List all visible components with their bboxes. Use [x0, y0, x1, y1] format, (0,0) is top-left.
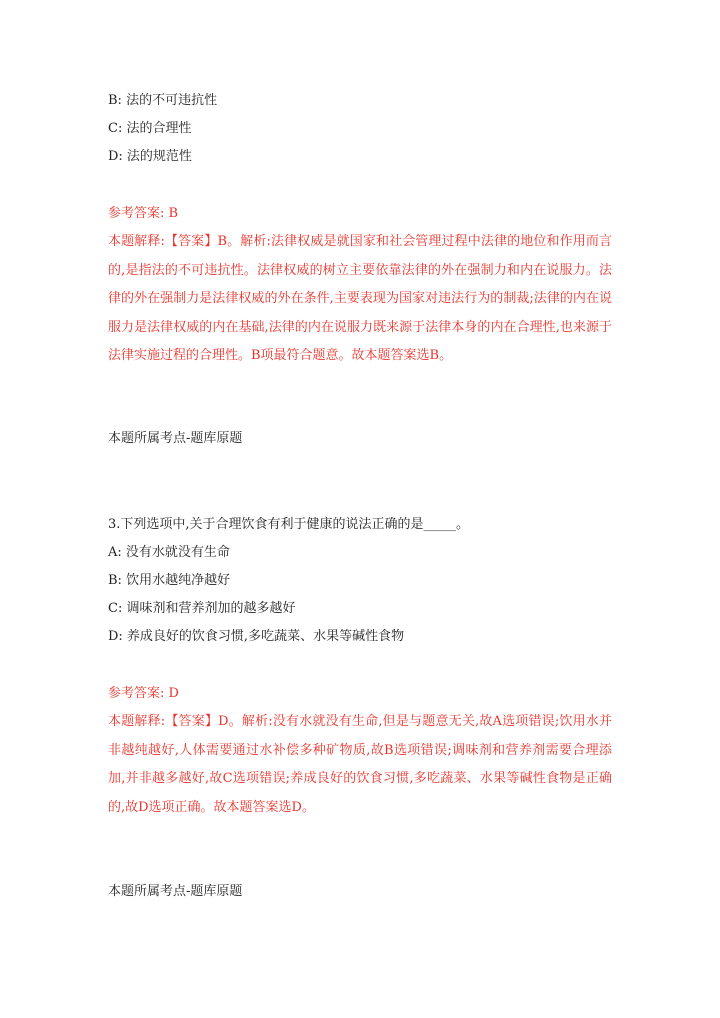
q3-answer: 参考答案: D — [108, 686, 179, 701]
q3-source: 本题所属考点-题库原题 — [108, 884, 243, 899]
q3-option-c: C: 调味剂和营养剂加的越多越好 — [108, 601, 296, 616]
q3-option-b: B: 饮用水越纯净越好 — [108, 573, 231, 588]
q2-option-b: B: 法的不可违抗性 — [108, 93, 218, 108]
q3-explanation: 本题解释:【答案】D。解析:没有水就没有生命,但是与题意无关,故A选项错误;饮用水并非越纯越好,人体需要通过水补偿多种矿物质,故B选项错误;调味剂和营养剂需要合理添加,并非越多越好,故C选项错误;养成良好的饮食习惯,多吃蔬菜、水果等碱性食物是正确的,故D选项正确。故本题答案选D。 — [108, 714, 612, 815]
q2-explanation: 本题解释:【答案】B。解析:法律权威是就国家和社会管理过程中法律的地位和作用而言的,是指法的不可违抗性。法律权威的树立主要依靠法律的外在强制力和内在说服力。法律的外在强制力是法律权威的外在条件,主要表现为国家对违法行为的制裁;法律的内在说服力是法律权威的内在基础,法律的内在说服力既来源于法律本身的内在合理性,也来源于法律实施过程的合理性。B项最符合题意。故本题答案选B。 — [108, 234, 612, 363]
q3-option-d: D: 养成良好的饮食习惯,多吃蔬菜、水果等碱性食物 — [108, 629, 405, 644]
q2-option-c: C: 法的合理性 — [108, 121, 192, 136]
q3-question: 3.下列选项中,关于合理饮食有利于健康的说法正确的是_____。 — [108, 517, 470, 532]
q2-source: 本题所属考点-题库原题 — [108, 431, 243, 446]
q3-option-a: A: 没有水就没有生命 — [108, 545, 230, 560]
q2-option-d: D: 法的规范性 — [108, 149, 192, 164]
q2-answer: 参考答案: B — [108, 206, 179, 221]
